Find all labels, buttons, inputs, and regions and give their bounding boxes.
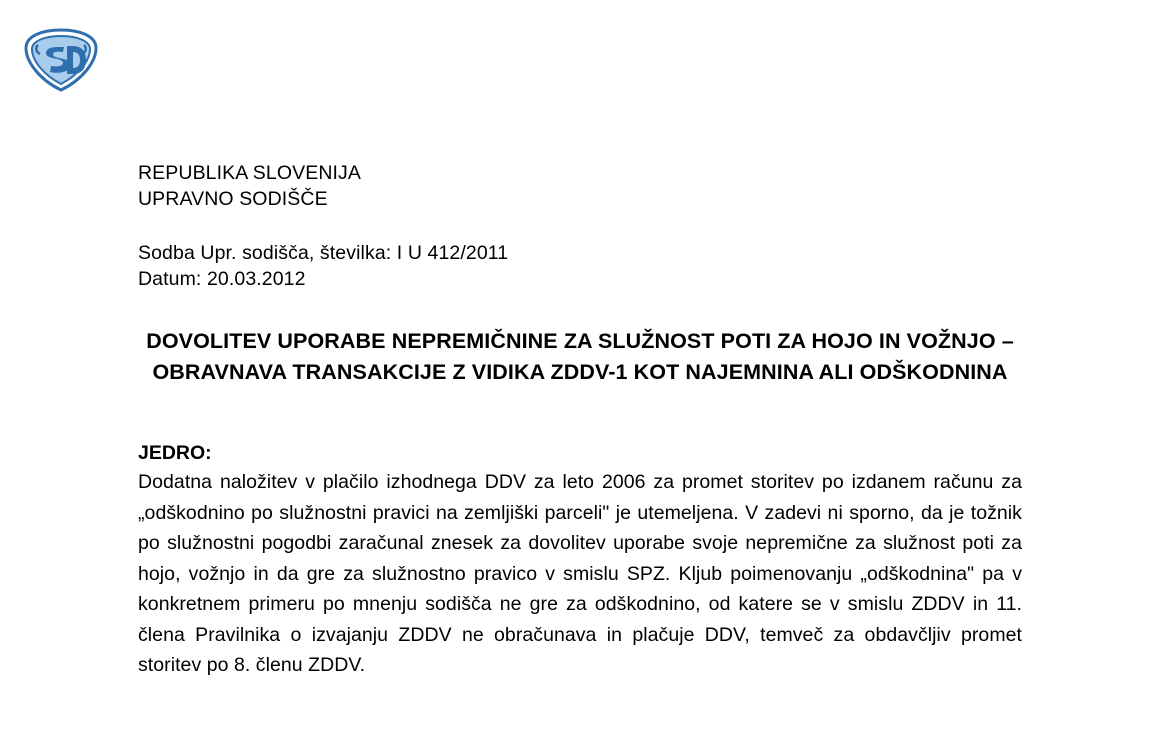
issuer-line-2: UPRAVNO SODIŠČE — [138, 188, 328, 210]
section-text-jedro: Dodatna naložitev v plačilo izhodnega DDV za leto 2006 za promet storitev po izdanem računu za „odškodnino po služnostni pravici na zemljiški parceli" je utemeljena. V zadevi ni sporno, da je tožnik po služnostni pogodbi zaračunal znesek za dovolitev uporabe svoje nepremične za služnost poti za hojo, vožnjo in da gre za služnostno pravico v smislu SPZ. Kljub poimenovanju „odškodnina" pa v konkretnem primeru po mnenju sodišča ne gre za odškodnino, od katere se v smislu ZDDV in 11. člena Pravilnika o izvajanju ZDDV ne obračunava in plačuje DDV, temveč za obdavčljiv promet storitev po 8. členu ZDDV. — [138, 471, 1022, 676]
case-meta-block — [138, 240, 1022, 292]
logo-emblem — [20, 28, 102, 92]
document-content — [138, 160, 1022, 681]
issuer-line-1: REPUBLIKA SLOVENIJA — [138, 162, 361, 184]
section-label-jedro: JEDRO: — [138, 442, 212, 464]
case-number-line: Sodba Upr. sodišča, številka: I U 412/2011 — [138, 242, 509, 264]
document-title: DOVOLITEV UPORABE NEPREMIČNINE ZA SLUŽNOST POTI ZA HOJO IN VOŽNJO – OBRAVNAVA TRANSAKCIJE Z VIDIKA ZDDV-1 KOT NAJEMNINA ALI ODŠKODNINA — [146, 329, 1014, 384]
date-line: Datum: 20.03.2012 — [138, 268, 306, 290]
issuer-block — [138, 160, 1022, 212]
